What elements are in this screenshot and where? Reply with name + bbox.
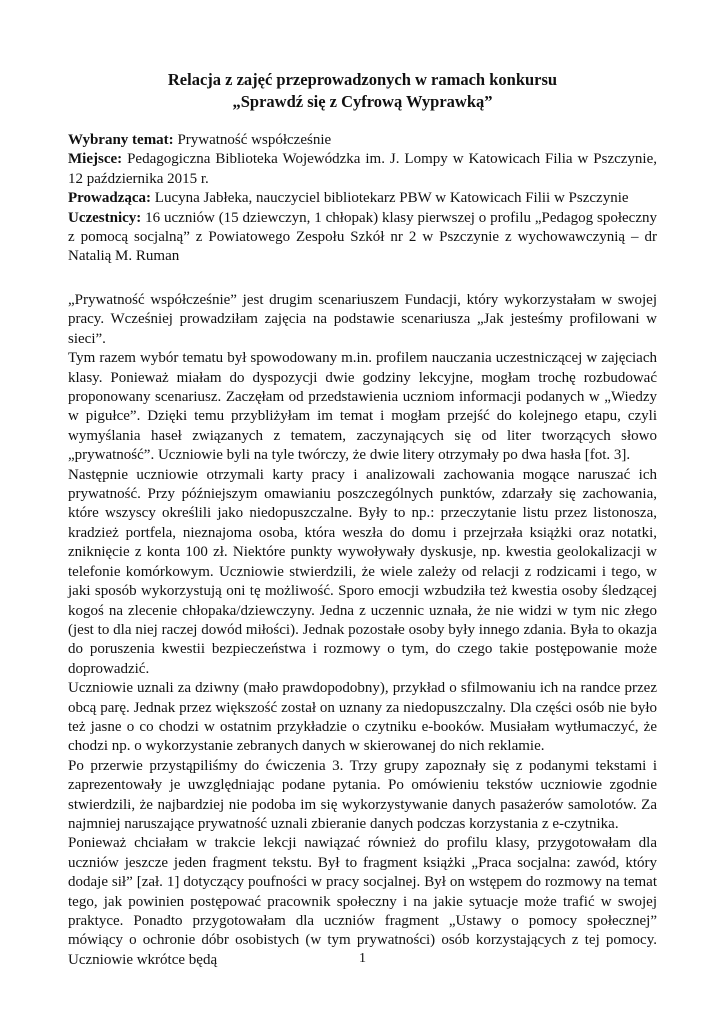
paragraph-2: Tym razem wybór tematu był spowodowany m.in. profilem nauczania uczestniczącej w zajęciach klasy. Ponieważ miałam do dyspozycji dwie godziny lekcyjne, mogłam trochę rozbudować proponowany scenariusz. Zaczęłam od przedstawienia uczniom informacji podanych w „Wiedzy w pigułce”. Dzięki temu przybliżyłam im temat i mogłam przejść do kolejnego etapu, czyli wymyślania haseł związanych z tematem, zaczynających się od liter tworzących słowo „prywatność”. Uczniowie byli na tyle twórczy, że dwie litery otrzymały po dwa hasła [fot. 3]. [68, 350, 657, 464]
meta-topic-label: Wybrany temat: [68, 132, 174, 148]
meta-place [68, 150, 657, 189]
meta-host-value: Lucyna Jabłeka, nauczyciel bibliotekarz PBW w Katowicach Filii w Pszczynie [151, 190, 629, 207]
meta-section [68, 131, 657, 267]
paragraph-6: Ponieważ chciałam w trakcie lekcji nawiązać również do profilu klasy, przygotowałam dla uczniów jeszcze jeden fragment tekstu. Był to fragment książki „Praca socjalna: zawód, który dodaje sił” [zał. 1] dotyczący poufności w pracy socjalnej. Był on wstępem do rozmowy na temat tego, jak powinien postępować pracownik społeczny i na jakie sytuacje może trafić w swojej praktyce. Ponadto przygotowałam dla uczniów fragment „Ustawy o pomocy społecznej” mówiący o ochronie dóbr osobistych (w tym prywatności) osób korzystających z tej pomocy. Uczniowie wkrótce będą [68, 835, 657, 968]
meta-participants-value: 16 uczniów (15 dziewczyn, 1 chłopak) klasy pierwszej o profilu „Pedagog społeczny z pomocą socjalną” z Powiatowego Zespołu Szkół nr 2 w Pszczynie z wychowawczynią – dr Natalią M. Ruman [68, 209, 657, 265]
title-line-1: Relacja z zajęć przeprowadzonych w ramach konkursu [167, 70, 558, 89]
meta-host-label: Prowadząca: [68, 190, 152, 207]
paragraph-3: Następnie uczniowie otrzymali karty pracy i analizowali zachowania mogące naruszać ich prywatność. Przy późniejszym omawianiu poszczególnych punktów, zdarzały się zachowania, które wszyscy określili jako niedopuszczalne. Były to np.: przeczytanie listu przez listonosza, kradzież portfela, nieznajoma osoba, która weszła do domu i przejrzała książki oraz notatki, zniknięcie z konta 100 zł. Niektóre punkty wywoływały dyskusje, np. kwestia geolokalizacji w telefonie komórkowym. Uczniowie stwierdzili, że wiele zależy od relacji z rodzicami i tego, w jaki sposób wykorzystują oni tę możliwość. Sporo emocji wzbudziła też kwestia osoby śledzącej kogoś na zlecenie chłopaka/dziewczyny. Jedna z uczennic uznała, że nie widzi w tym nic złego (jest to dla niej raczej dowód miłości). Jednak pozostałe osoby były innego zdania. Była to okazja do poruszenia kwestii bezpieczeństwa i rozmowy o tym, do czego takie postępowanie może doprowadzić. [68, 466, 657, 677]
meta-place-label: Miejsce: [68, 151, 123, 168]
paragraph-4: Uczniowie uznali za dziwny (mało prawdopodobny), przykład o sfilmowaniu ich na randce przez obcą parę. Jednak przez większość został on uznany za niedopuszczalny. Dla części osób nie było też jasne o co chodzi w ostatnim przykładzie o czytniku e-booków. Musiałam wytłumaczyć, że chodzi np. o wykorzystanie zebranych danych w skierowanej do nich reklamie. [68, 680, 657, 755]
paragraph-5: Po przerwie przystąpiliśmy do ćwiczenia 3. Trzy grupy zapoznały się z podanymi tekstami i zaprezentowały je uwzględniając podane pytania. Po omówieniu tekstów uczniowie zgodnie stwierdzili, że najbardziej nie podoba im się wykorzystywanie danych pasażerów samolotów. Za najmniej naruszające prywatność uznali zbieranie danych podczas korzystania z e-czytnika. [68, 757, 657, 832]
paragraph-1: „Prywatność współcześnie” jest drugim scenariuszem Fundacji, który wykorzystałam w swojej pracy. Wcześniej prowadziłam zajęcia na podstawie scenariusza „Jak jesteśmy profilowani w sieci”. [68, 292, 657, 347]
meta-host [68, 189, 657, 208]
report-body [68, 291, 657, 970]
title-line-2: „Sprawdź się z Cyfrową Wyprawką” [232, 92, 493, 111]
meta-topic-value: Prywatność współcześnie [173, 132, 332, 148]
meta-participants-label: Uczestnicy: [68, 209, 142, 226]
meta-topic [68, 131, 657, 150]
meta-place-value: Pedagogiczna Biblioteka Wojewódzka im. J. Lompy w Katowicach Filia w Pszczynie, 12 października 2015 r. [68, 151, 657, 187]
page-number: 1 [359, 951, 366, 966]
meta-participants [68, 209, 657, 267]
document-title [68, 69, 657, 113]
